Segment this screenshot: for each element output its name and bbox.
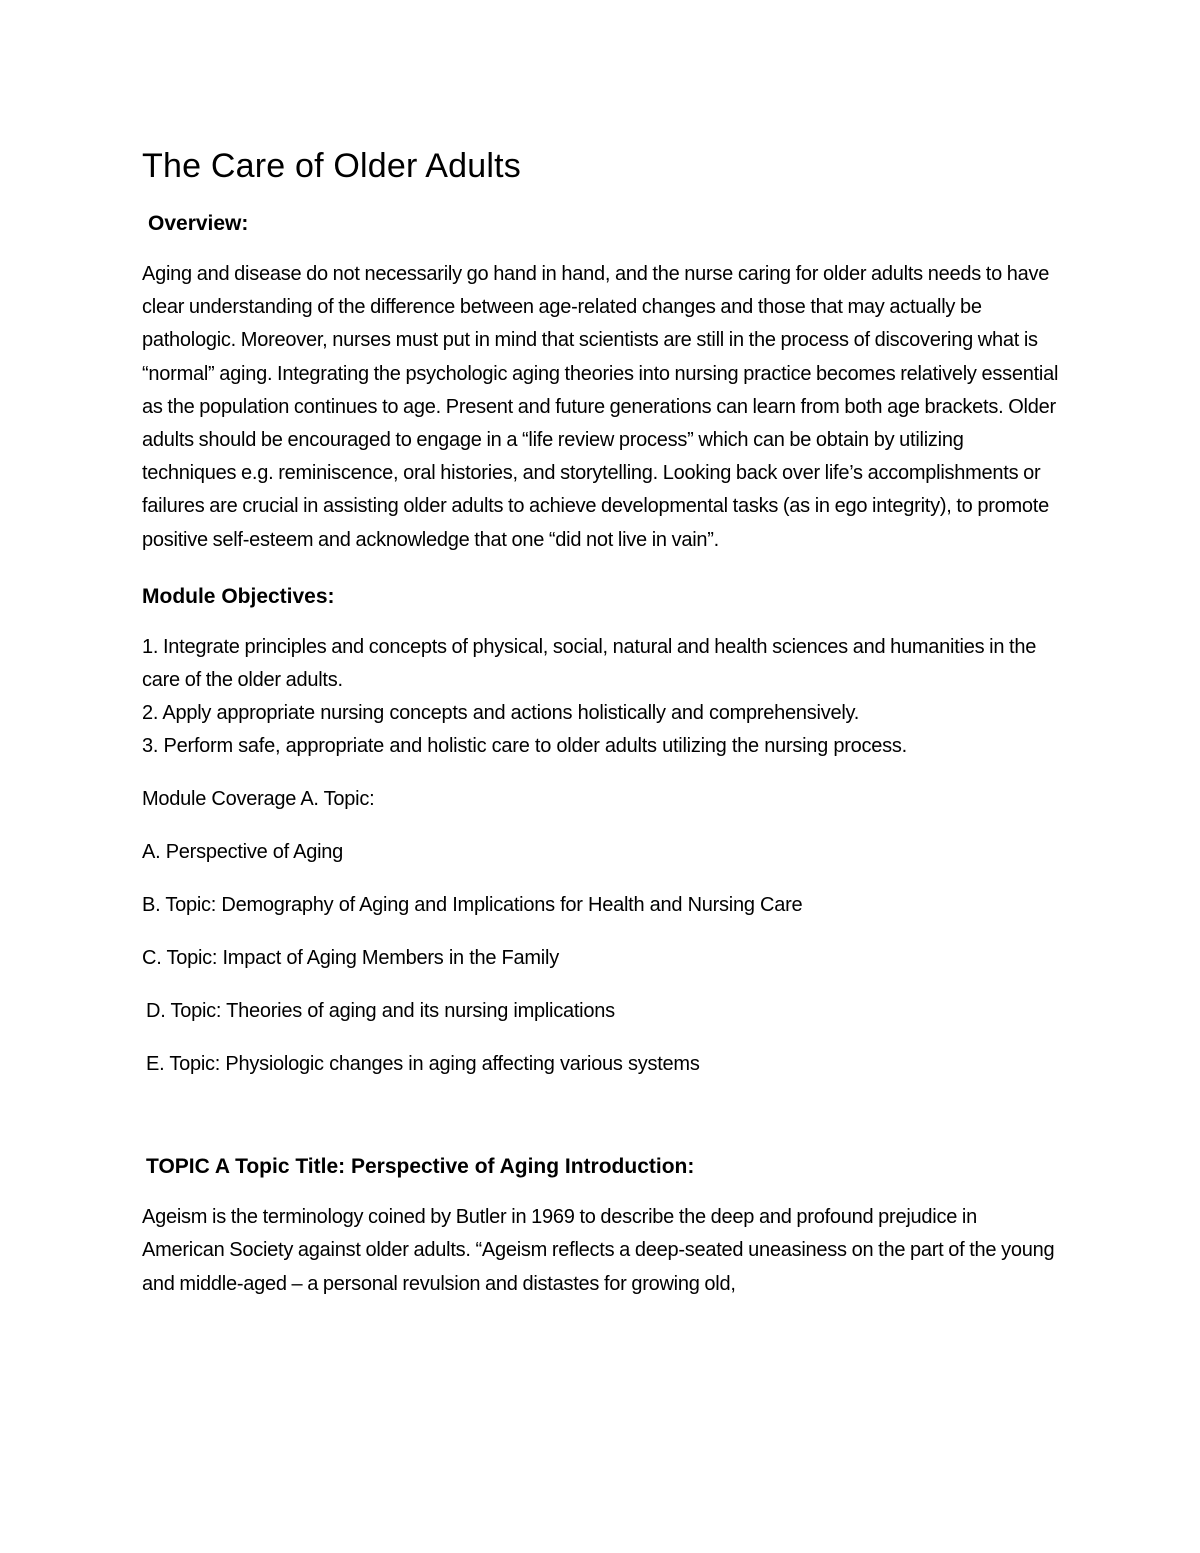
topic-item-b: B. Topic: Demography of Aging and Implications for Health and Nursing Care: [142, 894, 803, 917]
module-coverage-label: Module Coverage A. Topic:: [142, 788, 375, 811]
topic-a-heading: TOPIC A Topic Title: Perspective of Aging Introduction:: [146, 1155, 695, 1179]
topic-item-a: A. Perspective of Aging: [142, 841, 344, 864]
document-title: The Care of Older Adults: [142, 147, 521, 185]
topic-a-paragraph: Ageism is the terminology coined by Butler in 1969 to describe the deep and profound prejudice in American Society against older adults. “Ageism reflects a deep-seated uneasiness on the part of the young and middle-aged – a personal revulsion and distastes for growing old,: [142, 1206, 1055, 1295]
topic-item-c: C. Topic: Impact of Aging Members in the Family: [142, 947, 559, 970]
overview-paragraph: Aging and disease do not necessarily go hand in hand, and the nurse caring for older adults needs to have clear understanding of the difference between age-related changes and those that may actually be pathologic. Moreover, nurses must put in mind that scientists are still in the process of discovering what is “normal” aging. Integrating the psychologic aging theories into nursing practice becomes relatively essential as the population continues to age. Present and future generations can learn from both age brackets. Older adults should be encouraged to engage in a “life review process” which can be obtain by utilizing techniques e.g. reminiscence, oral histories, and storytelling. Looking back over life’s accomplishments or failures are crucial in assisting older adults to achieve developmental tasks (as in ego integrity), to promote positive self-esteem and acknowledge that one “did not live in vain”.: [142, 263, 1059, 551]
objective-item-1: 1. Integrate principles and concepts of physical, social, natural and health sciences and humanities in the care of the older adults.: [142, 635, 1037, 692]
overview-heading: Overview:: [148, 212, 249, 235]
topic-item-d: D. Topic: Theories of aging and its nursing implications: [146, 1000, 615, 1023]
objective-item-2: 2. Apply appropriate nursing concepts and actions holistically and comprehensively.: [142, 702, 860, 725]
topic-item-e: E. Topic: Physiologic changes in aging affecting various systems: [146, 1053, 700, 1076]
module-objectives-heading: Module Objectives:: [142, 584, 335, 608]
objective-item-3: 3. Perform safe, appropriate and holistic care to older adults utilizing the nursing process.: [142, 735, 907, 758]
document-body: [142, 140, 1062, 1301]
